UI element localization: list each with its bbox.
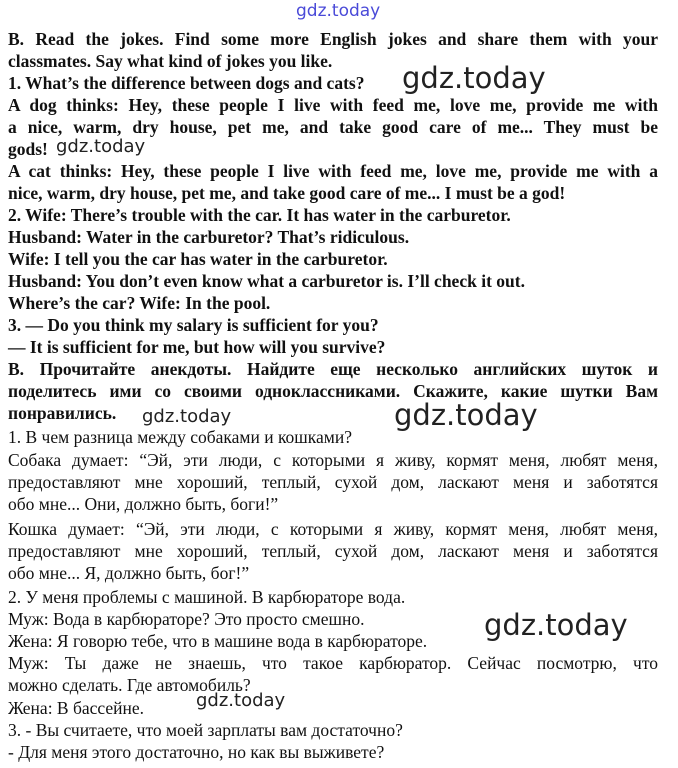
english-joke1-question: 1. What’s the difference between dogs and cats? — [8, 73, 365, 93]
russian-joke1-cat-line-3: обо мне... Я, должно быть, бог!” — [8, 563, 250, 583]
russian-heading-line-3: понравились. — [8, 403, 117, 423]
russian-joke3-line-1: 3. - Вы считаете, что моей зарплаты вам достаточно? — [8, 720, 403, 740]
russian-joke2-line-3: Жена: Я говорю тебе, что в машине вода в карбюраторе. — [8, 631, 428, 651]
russian-joke1-question: 1. В чем разница между собаками и кошками? — [8, 427, 352, 447]
english-joke2-line-2: Husband: Water in the carburetor? That’s ridiculous. — [8, 227, 410, 247]
russian-joke2-line-1: 2. У меня проблемы с машиной. В карбюраторе вода. — [8, 587, 406, 607]
watermark-russian-bottom: gdz.today — [196, 690, 286, 711]
english-heading-line-1: B. Read the jokes. Find some more English jokes and share them with your — [8, 29, 658, 49]
russian-joke2-line-2: Муж: Вода в карбюраторе? Это просто смешно. — [8, 609, 365, 629]
watermark-english-top: gdz.today — [402, 61, 546, 95]
english-joke1-cat-line-1: A cat thinks: Hey, these people I live with feed me, love me, provide me with a — [8, 161, 658, 181]
russian-joke1-dog-line-1: Собака думает: “Эй, эти люди, с которыми я живу, кормят меня, любят меня, — [8, 450, 658, 470]
russian-joke2-line-4: Муж: Ты даже не знаешь, что такое карбюратор. Сейчас посмотрю, что — [8, 653, 658, 673]
english-joke3-line-1: 3. — Do you think my salary is sufficient for you? — [8, 315, 379, 335]
watermark-top: gdz.today — [296, 1, 381, 21]
english-joke2-line-1: 2. Wife: There’s trouble with the car. It has water in the carburetor. — [8, 205, 511, 225]
english-heading-line-2: classmates. Say what kind of jokes you like. — [8, 51, 333, 71]
english-joke1-cat-line-2: nice, warm, dry house, pet me, and take good care of me... I must be a god! — [8, 183, 566, 203]
english-joke1-dog-line-1: A dog thinks: Hey, these people I live with feed me, love me, provide me with — [8, 95, 658, 115]
watermark-russian-top: gdz.today — [394, 398, 538, 432]
russian-heading-line-1: В. Прочитайте анекдоты. Найдите еще несколько английских шуток и — [8, 359, 658, 379]
english-joke1-dog-line-3: gods! — [8, 139, 48, 159]
russian-joke2-line-6: Жена: В бассейне. — [8, 698, 145, 718]
russian-joke3-line-2: - Для меня этого достаточно, но как вы выживете? — [8, 742, 385, 762]
english-joke1-dog-line-2: a nice, warm, dry house, pet me, and take good care of me... They must be — [8, 117, 658, 137]
watermark-english-gods: gdz.today — [56, 136, 146, 157]
english-joke2-line-3: Wife: I tell you the car has water in the carburetor. — [8, 249, 388, 269]
russian-joke1-cat-line-1: Кошка думает: “Эй, эти люди, с которыми я живу, кормят меня, любят меня, — [8, 519, 658, 539]
russian-joke1-cat-line-2: предоставляют мне хороший, теплый, сухой дом, ласкают меня и заботятся — [8, 541, 658, 561]
english-joke2-line-4: Husband: You don’t even know what a carburetor is. I’ll check it out. — [8, 271, 525, 291]
russian-joke2-line-5: можно сделать. Где автомобиль? — [8, 675, 251, 695]
russian-heading-line-2: поделитесь ими со своими одноклассниками. Скажите, какие шутки Вам — [8, 381, 658, 401]
russian-joke1-dog-line-2: предоставляют мне хороший, теплый, сухой дом, ласкают меня и заботятся — [8, 472, 658, 492]
english-joke2-line-5: Where’s the car? Wife: In the pool. — [8, 293, 271, 313]
english-joke3-line-2: — It is sufficient for me, but how will you survive? — [8, 337, 386, 357]
watermark-russian-middle: gdz.today — [484, 608, 628, 642]
russian-joke1-dog-line-3: обо мне... Они, должно быть, боги!” — [8, 494, 279, 514]
watermark-russian-heading: gdz.today — [142, 406, 232, 427]
